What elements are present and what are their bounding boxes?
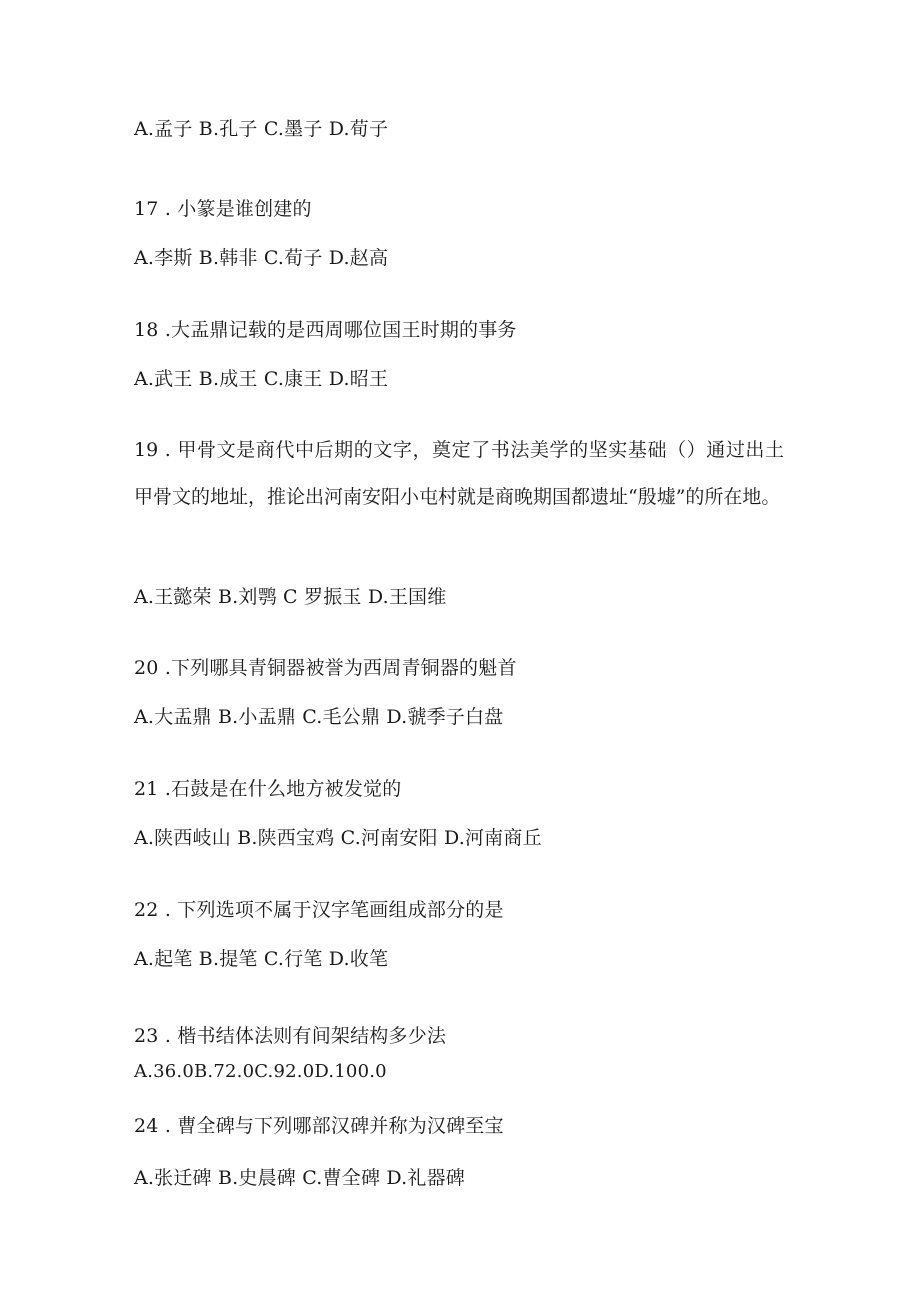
q23-options: A.36.0B.72.0C.92.0D.100.0 [134,1061,387,1082]
q17-options: A.李斯 B.韩非 C.荀子 D.赵高 [134,247,389,269]
q16-options: A.孟子 B.孔子 C.墨子 D.荀子 [134,118,389,140]
q22-options: A.起笔 B.提笔 C.行笔 D.收笔 [134,948,389,970]
q21-options: A.陕西岐山 B.陕西宝鸡 C.河南安阳 D.河南商丘 [134,827,542,849]
q20-options: A.大盂鼎 B.小盂鼎 C.毛公鼎 D.虢季子白盘 [134,706,504,728]
q20-question: 20 .下列哪具青铜器被誉为西周青铜器的魁首 [134,657,517,679]
q19-question: 19 . 甲骨文是商代中后期的文字，奠定了书法美学的坚实基础（）通过出土甲骨文的地址，推论出河南安阳小屯村就是商晚期国都遗址“殷墟”的所在地。 [134,439,784,508]
q23-question: 23 . 楷书结体法则有间架结构多少法 [134,1025,447,1047]
q24-question: 24 . 曹全碑与下列哪部汉碑并称为汉碑至宝 [134,1115,504,1137]
q18-question: 18 .大盂鼎记载的是西周哪位国王时期的事务 [134,319,517,341]
q18-options: A.武王 B.成王 C.康王 D.昭王 [134,368,389,390]
q24-options: A.张迁碑 B.史晨碑 C.曹全碑 D.礼器碑 [134,1167,465,1189]
q22-question: 22 . 下列选项不属于汉字笔画组成部分的是 [134,899,504,921]
q17-question: 17 . 小篆是谁创建的 [134,198,312,220]
q19-options: A.王懿荣 B.刘鹗 C 罗振玉 D.王国维 [134,586,447,608]
q21-question: 21 .石鼓是在什么地方被发觉的 [134,778,402,800]
